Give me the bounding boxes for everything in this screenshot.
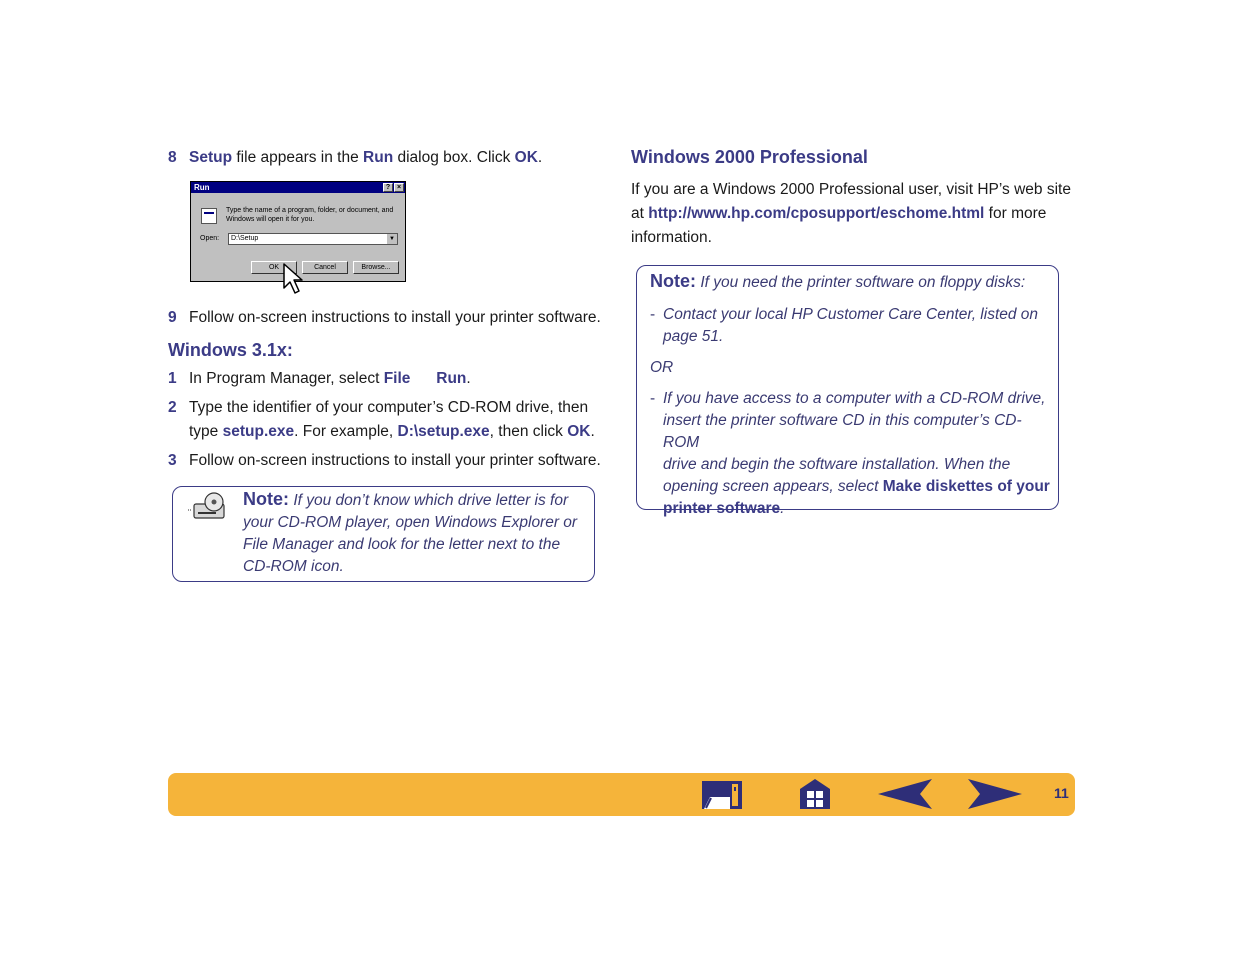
close-icon: × [394, 183, 404, 192]
bullet-item: - Contact your local HP Customer Care Center, listed on page 51. [650, 306, 1039, 345]
step-text: Follow on-screen instructions to install your printer software. [189, 452, 601, 469]
windows-31-heading: Windows 3.1x: [168, 340, 293, 360]
previous-page-arrow-icon[interactable] [876, 777, 934, 811]
help-icon: ? [383, 183, 393, 192]
cancel-button: Cancel [302, 261, 348, 274]
note-label: Note: [650, 271, 696, 291]
dialog-instruction: Type the name of a program, folder, or document, and Windows will open it for you. [226, 207, 394, 223]
footer-navigation-bar [168, 773, 1075, 816]
step-text: In Program Manager, select File Run. [189, 370, 471, 387]
home-icon[interactable] [798, 777, 832, 811]
step-number: 3 [168, 452, 177, 469]
step-number: 2 [168, 399, 177, 416]
open-input: D:\Setup ▼ [228, 233, 398, 245]
mouse-cursor-icon [282, 262, 304, 296]
or-separator: OR [650, 359, 674, 376]
open-label: Open: [200, 235, 220, 242]
next-page-arrow-icon[interactable] [966, 777, 1024, 811]
bullet-item: - If you have access to a computer with a CD-ROM drive, insert the printer software CD in this computer’s CD-ROM drive and begin the software installation. When the opening screen appears, select Make diskettes of your printer software. [650, 390, 1050, 517]
printer-icon[interactable] [700, 779, 744, 811]
run-program-icon [201, 208, 217, 224]
cdrom-note-text: Note: If you don’t know which drive letter is for your CD-ROM player, open Windows Explorer or File Manager and look for the letter next to the CD-ROM icon. [243, 489, 578, 575]
windows-2000-heading: Windows 2000 Professional [631, 147, 868, 167]
step-number: 1 [168, 370, 177, 387]
hp-support-link[interactable]: http://www.hp.com/cposupport/eschome.html [648, 205, 985, 222]
step-number: 8 [168, 149, 177, 166]
step-number: 9 [168, 309, 177, 326]
cd-rom-drive-icon [186, 490, 228, 522]
dialog-title-bar: Run ? × [191, 182, 405, 193]
page-number: 11 [1054, 785, 1069, 801]
step-text: Setup file appears in the Run dialog box. Click OK. [189, 149, 543, 166]
step-text: Follow on-screen instructions to install your printer software. [189, 309, 601, 326]
browse-button: Browse... [353, 261, 399, 274]
floppy-note-text: Note: If you need the printer software on floppy disks: - Contact your local HP Customer Care Center, listed on page 51. OR - If you have access to a computer with a CD-ROM drive, insert the printer software CD in this computer’s CD-ROM drive and begin the software installation. When the opening screen appears, select Make diskettes of your printer software. [650, 270, 1050, 520]
step-text: Type the identifier of your computer’s CD-ROM drive, then type setup.exe. For example, D:\setup.exe, then click OK. [189, 399, 595, 440]
ok-button: OK [251, 261, 297, 274]
note-label: Note: [243, 489, 289, 509]
dropdown-arrow-icon: ▼ [387, 234, 397, 244]
windows-2000-paragraph: If you are a Windows 2000 Professional user, visit HP’s web site at http://www.hp.com/cposupport/eschome.html for more information. [631, 181, 1071, 246]
